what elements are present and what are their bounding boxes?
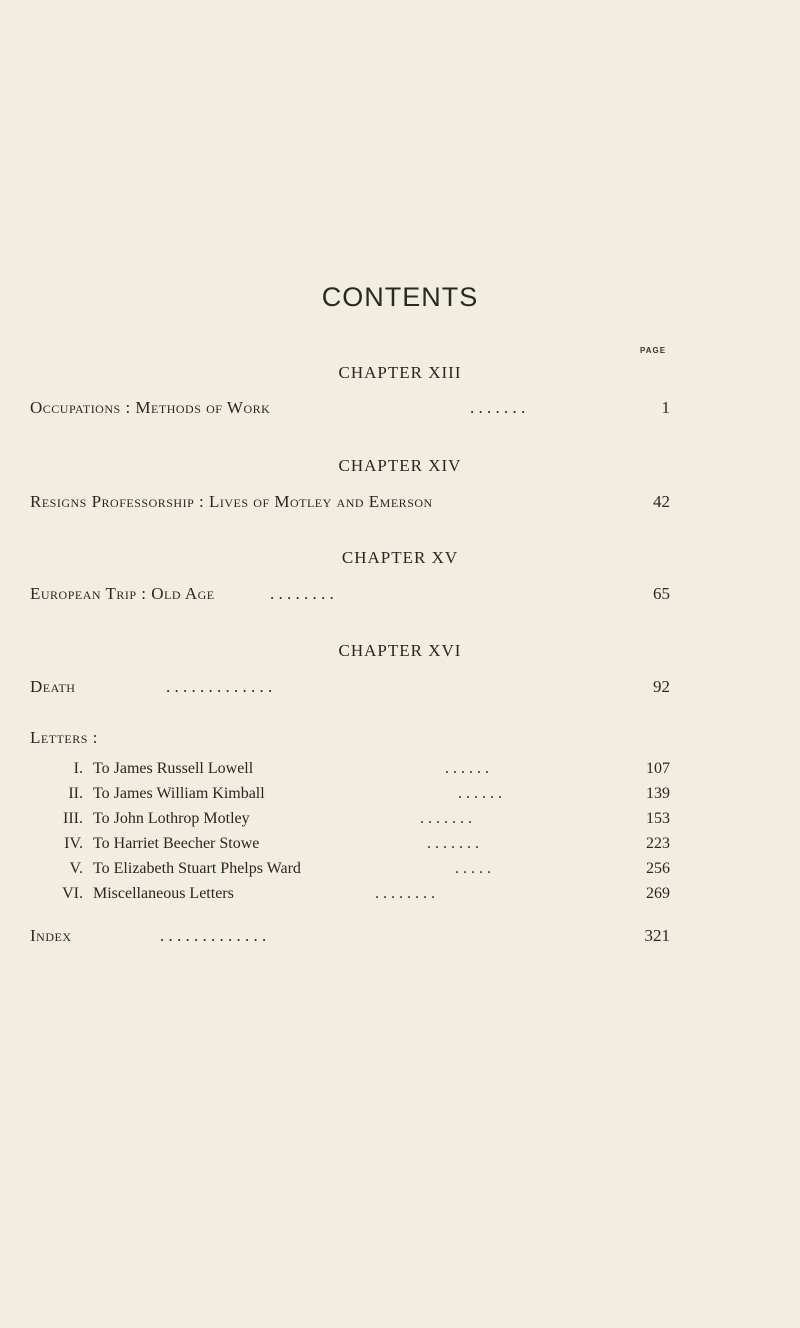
- letter-leader: . . . . . . .: [427, 835, 479, 852]
- letter-title: To Elizabeth Stuart Phelps Ward: [93, 860, 301, 877]
- letter-entry[interactable]: [30, 810, 670, 832]
- letters-section-label: Letters :: [30, 728, 98, 747]
- letter-page: 269: [646, 885, 670, 902]
- toc-entry-leader: . . . . . . . . . . . . .: [160, 926, 267, 945]
- letter-page: 256: [646, 860, 670, 877]
- letter-title: Miscellaneous Letters: [93, 885, 234, 902]
- toc-entry[interactable]: [30, 398, 670, 420]
- toc-entry-title: Death: [30, 677, 76, 696]
- letter-entry[interactable]: [30, 785, 670, 807]
- letter-leader: . . . . .: [455, 860, 491, 877]
- toc-entry-index[interactable]: [30, 926, 670, 948]
- letter-title: To John Lothrop Motley: [93, 810, 250, 827]
- toc-entry-page: 92: [653, 677, 670, 696]
- letter-entry[interactable]: [30, 835, 670, 857]
- toc-entry-leader: . . . . . . . . . . . . .: [166, 677, 273, 696]
- letter-title: To James Russell Lowell: [93, 760, 254, 777]
- letter-page: 223: [646, 835, 670, 852]
- toc-entry[interactable]: [30, 584, 670, 606]
- toc-entry-page: 321: [644, 926, 670, 945]
- letter-number: V.: [69, 860, 83, 877]
- letter-page: 107: [646, 760, 670, 777]
- letter-number: IV.: [64, 835, 83, 852]
- toc-entry-leader: . . . . . . . .: [270, 584, 334, 603]
- letter-title: To James William Kimball: [93, 785, 265, 802]
- toc-entry-title: European Trip : Old Age: [30, 584, 215, 603]
- letter-number: III.: [63, 810, 83, 827]
- letter-entry[interactable]: [30, 860, 670, 882]
- toc-entry[interactable]: [30, 677, 670, 699]
- letter-entry[interactable]: [30, 885, 670, 907]
- toc-entry-page: 1: [661, 398, 670, 417]
- toc-entry-leader: . . . . . . .: [470, 398, 526, 417]
- letter-title: To Harriet Beecher Stowe: [93, 835, 260, 852]
- letters-section-heading: [30, 728, 670, 750]
- chapter-heading: CHAPTER XIV: [338, 456, 462, 475]
- chapter-heading: CHAPTER XV: [341, 548, 459, 567]
- toc-entry-title: Occupations : Methods of Work: [30, 398, 271, 417]
- letter-page: 139: [646, 785, 670, 802]
- page-column-label: PAGE: [640, 346, 667, 355]
- letter-entry[interactable]: [30, 760, 670, 782]
- page-title: CONTENTS: [321, 282, 479, 312]
- chapter-heading: CHAPTER XVI: [338, 641, 462, 660]
- toc-entry-page: 42: [653, 492, 670, 511]
- letter-leader: . . . . . .: [458, 785, 502, 802]
- letter-page: 153: [646, 810, 670, 827]
- toc-entry-title: Index: [30, 926, 72, 945]
- letter-leader: . . . . . . . .: [375, 885, 435, 902]
- letter-number: I.: [73, 760, 83, 777]
- toc-entry-title: Resigns Professorship : Lives of Motley and Emerson: [30, 492, 433, 511]
- toc-entry-page: 65: [653, 584, 670, 603]
- letter-leader: . . . . . .: [445, 760, 489, 777]
- letter-number: VI.: [62, 885, 83, 902]
- letter-leader: . . . . . . .: [420, 810, 472, 827]
- letter-number: II.: [68, 785, 83, 802]
- toc-entry[interactable]: [30, 492, 670, 514]
- chapter-heading: CHAPTER XIII: [338, 363, 462, 382]
